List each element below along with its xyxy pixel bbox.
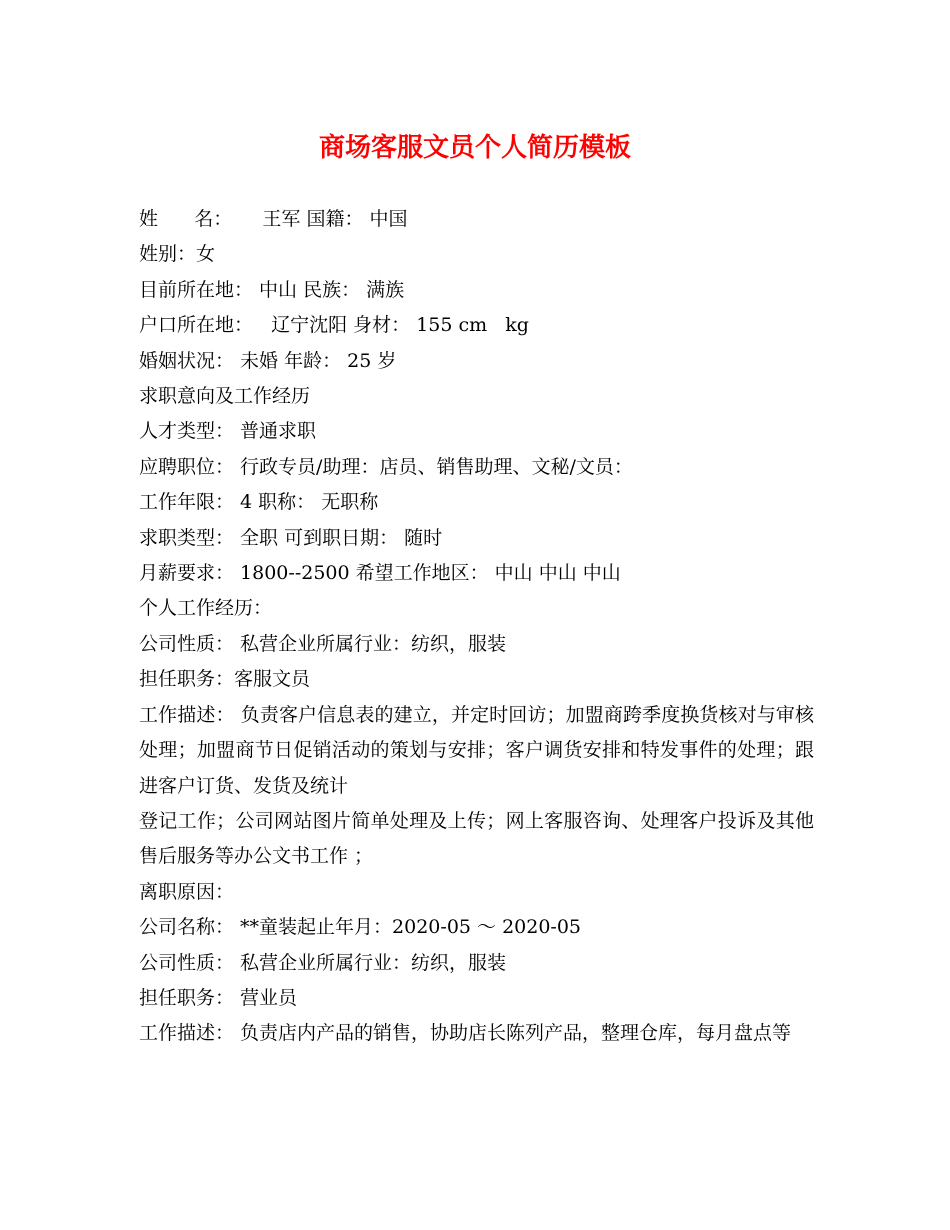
hukou-line: 户口所在地： 辽宁沈阳 身材： 155 cm kg — [139, 314, 529, 337]
applied-position-line: 应聘职位： 行政专员/助理：店员、销售助理、文秘/文员： — [139, 455, 633, 478]
job-type-line: 求职类型： 全职 可到职日期： 随时 — [139, 526, 443, 549]
role-line-1: 担任职务：客服文员 — [139, 668, 311, 691]
work-description-2: 工作描述： 负责店内产品的销售，协助店长陈列产品，整理仓库，每月盘点等 — [139, 1022, 792, 1045]
work-years-line: 工作年限： 4 职称： 无职称 — [139, 491, 379, 514]
work-experience-heading: 个人工作经历： — [139, 597, 273, 620]
name-nationality-line: 姓 名： 王军 国籍： 中国 — [139, 208, 408, 230]
work-description-1: 工作描述： 负责客户信息表的建立，并定时回访；加盟商跨季度换货核对与审核处理；加盟商节日促销活动的策划与安排；客户调货安排和特发事件的处理；跟进客户订货、发货及统计 — [139, 703, 814, 797]
company-nature-line-2: 公司性质： 私营企业所属行业：纺织，服装 — [139, 951, 507, 974]
company-name-line-2: 公司名称： **童装起止年月：2020-05 ～ 2020-05 — [139, 916, 582, 939]
role-line-2: 担任职务： 营业员 — [139, 986, 298, 1009]
gender-line: 姓别：女 — [139, 243, 216, 266]
current-location-line: 目前所在地： 中山 民族： 满族 — [139, 278, 405, 301]
work-description-1-continued: 登记工作；公司网站图片简单处理及上传；网上客服咨询、处理客户投诉及其他售后服务等办公文书工作 ； — [139, 809, 814, 868]
resume-body — [139, 202, 814, 1052]
talent-type-line: 人才类型： 普通求职 — [139, 420, 317, 443]
resume-title: 商场客服文员个人简历模板 — [318, 133, 631, 163]
job-intent-heading: 求职意向及工作经历 — [139, 385, 311, 408]
salary-line: 月薪要求： 1800--2500 希望工作地区： 中山 中山 中山 — [139, 562, 621, 585]
company-nature-line-1: 公司性质： 私营企业所属行业：纺织，服装 — [139, 632, 507, 655]
leave-reason-line: 离职原因： — [139, 880, 235, 903]
marital-age-line: 婚姻状况： 未婚 年龄： 25 岁 — [139, 349, 397, 372]
